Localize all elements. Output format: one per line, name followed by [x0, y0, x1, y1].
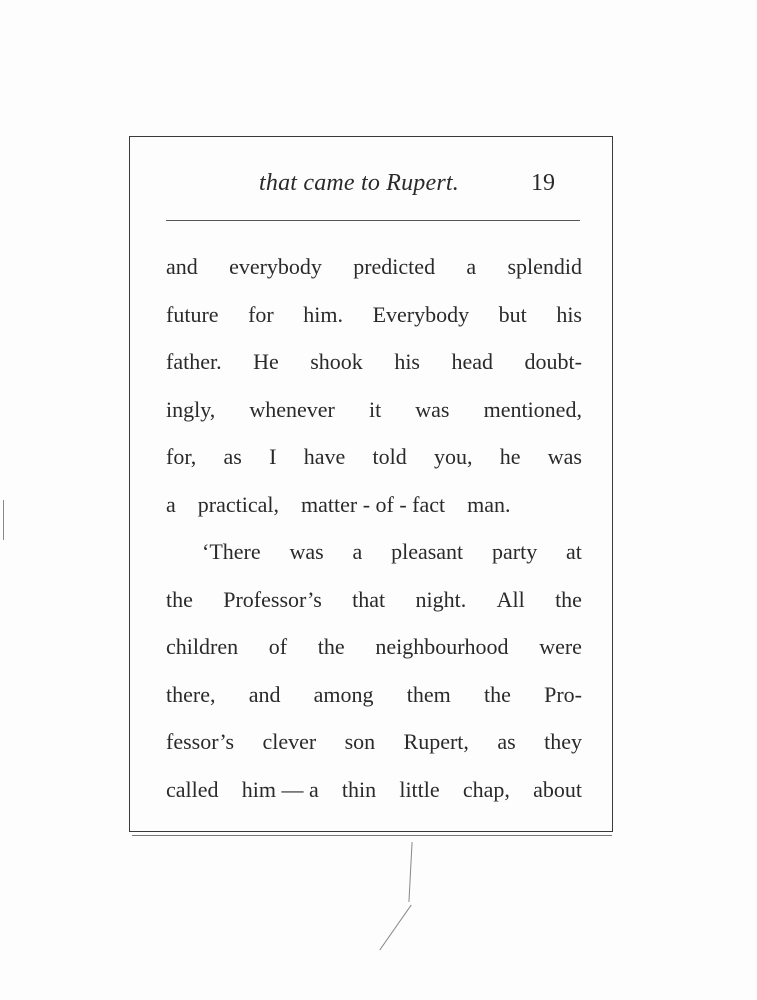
- word: future: [166, 301, 219, 327]
- word: among: [313, 681, 374, 707]
- word: little: [399, 776, 440, 802]
- word: children: [166, 634, 239, 659]
- word: whenever: [249, 396, 335, 422]
- word: son: [344, 729, 376, 754]
- text-line: [166, 532, 582, 580]
- word: at: [566, 539, 582, 564]
- word: everybody: [229, 254, 322, 279]
- word: fessor’s: [166, 729, 235, 754]
- text-line: [166, 675, 582, 723]
- text-line: [166, 580, 582, 628]
- word: head: [451, 349, 494, 374]
- word: about: [533, 776, 582, 802]
- word: party: [492, 539, 538, 564]
- text-line: [166, 485, 582, 533]
- text-line: [166, 390, 582, 438]
- word: he: [499, 444, 521, 469]
- word: Professor’s: [223, 586, 322, 612]
- scan-mark: [408, 842, 412, 902]
- word: predicted: [353, 254, 436, 279]
- word: a: [352, 539, 363, 564]
- word: there,: [166, 681, 216, 707]
- word: the: [317, 634, 345, 659]
- text-line: [166, 627, 582, 675]
- word: and: [166, 254, 198, 279]
- scan-mark: [379, 905, 411, 951]
- word: night.: [415, 586, 467, 612]
- word: of: [268, 634, 288, 659]
- text-line: [166, 722, 582, 770]
- word: his: [556, 301, 582, 327]
- word: practical,: [197, 491, 279, 517]
- word: him.: [303, 301, 344, 327]
- word: and: [248, 681, 281, 707]
- text-line: [166, 770, 582, 818]
- header-rule: [166, 220, 580, 221]
- word: father.: [166, 349, 222, 374]
- text-line: [166, 295, 582, 343]
- word: have: [303, 444, 346, 469]
- word: his: [394, 349, 420, 374]
- word: called: [166, 776, 219, 802]
- running-title: that came to Rupert.: [259, 170, 459, 196]
- word: the: [555, 586, 582, 612]
- word: ‘There: [202, 539, 261, 564]
- word: clever: [262, 729, 317, 754]
- word: man.: [467, 491, 511, 517]
- text-line: [166, 247, 582, 295]
- word: a: [166, 491, 176, 517]
- word: matter - of - fact: [301, 491, 446, 517]
- word: was: [289, 539, 324, 564]
- word: pleasant: [391, 539, 464, 564]
- word: He: [253, 349, 279, 374]
- word: they: [544, 729, 582, 754]
- word: as: [497, 729, 516, 754]
- word: All: [496, 586, 525, 612]
- word: you,: [433, 444, 473, 469]
- word: the: [484, 681, 511, 707]
- word: them: [406, 681, 451, 707]
- text-line: [166, 437, 582, 485]
- word: were: [539, 634, 582, 659]
- word: Pro-: [544, 681, 582, 707]
- word: was: [547, 444, 582, 469]
- word: Everybody: [372, 301, 470, 327]
- word: shook: [310, 349, 363, 374]
- scan-mark: [3, 500, 4, 540]
- word: was: [415, 396, 450, 422]
- word: the: [166, 586, 193, 612]
- text-line: [166, 342, 582, 390]
- body-text: [166, 247, 582, 817]
- word: but: [498, 301, 527, 327]
- word: for,: [166, 444, 197, 469]
- word: I: [269, 444, 277, 469]
- word: as: [223, 444, 242, 469]
- word: it: [368, 396, 382, 422]
- word: ingly,: [166, 396, 216, 422]
- word: him — a: [241, 776, 319, 802]
- word: thin: [341, 776, 377, 802]
- word: for: [248, 301, 274, 327]
- frame-shadow-rule: [132, 835, 612, 836]
- word: a: [466, 254, 477, 279]
- word: mentioned,: [483, 396, 582, 422]
- word: neighbourhood: [375, 634, 509, 659]
- word: told: [372, 444, 407, 469]
- word: chap,: [462, 776, 510, 802]
- word: that: [352, 586, 386, 612]
- page-number: 19: [531, 170, 555, 196]
- word: Rupert,: [403, 729, 469, 754]
- word: doubt-: [524, 349, 582, 374]
- word: splendid: [507, 254, 582, 279]
